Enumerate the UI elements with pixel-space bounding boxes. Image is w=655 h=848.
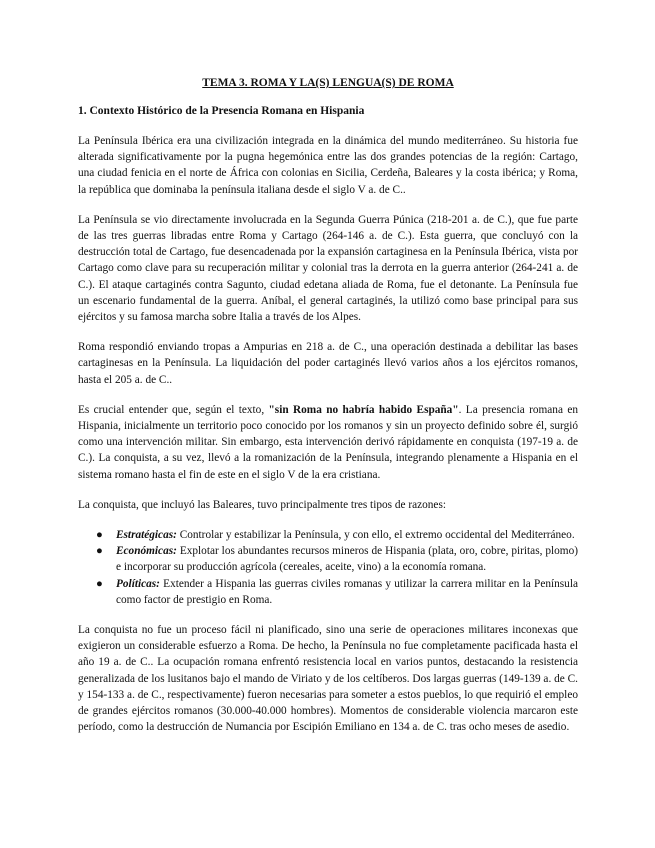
quote-text: "sin Roma no habría habido España" — [268, 403, 459, 416]
reason-text: Controlar y estabilizar la Península, y con ello, el extremo occidental del Mediterráneo. — [176, 529, 575, 542]
paragraph-romanization — [78, 402, 578, 483]
bullet-icon: ● — [96, 545, 103, 558]
reason-label: Económicas: — [116, 545, 177, 558]
reason-text: Explotar los abundantes recursos mineros de Hispania (plata, oro, cobre, piritas, plomo) e incorporar su producción agrícola (cereales, aceite, vino) a la economía romana. — [116, 545, 578, 574]
paragraph-conquest: La conquista no fue un proceso fácil ni planificado, sino una serie de operaciones militares inconexas que exigieron un considerable esfuerzo a Roma. De hecho, la Península no fue completamente pacificada hasta el año 19 a. de C.. La ocupación romana enfrentó resistencia local en varios puntos, destacando la resistencia generalizada de los lusitanos bajo el mando de Viriato y de los celtíberos. Dos largas guerras (149-139 a. de C. y 154-133 a. de C., respectivamente) fueron necesarias para someter a estos pueblos, lo que requirió el empleo de grandes ejércitos romanos (30.000-40.000 hombres). Momentos de considerable violencia marcaron este período, como la destrucción de Numancia por Escipión Emiliano en 134 a. de C. tras ocho meses de asedio. — [78, 624, 578, 734]
reason-item-strategic — [96, 527, 578, 543]
reason-label: Políticas: — [116, 577, 160, 590]
reason-label: Estratégicas: — [116, 529, 177, 542]
section-heading: 1. Contexto Histórico de la Presencia Romana en Hispania — [78, 105, 365, 117]
reason-item-economic — [96, 543, 578, 575]
paragraph-romanization-rest: . La presencia romana en Hispania, inicialmente un territorio poco conocido por los romanos y sin un proyecto definido sobre él, surgió como una intervención militar. Sin embargo, esta intervención derivó rápidamente en conquista (197-19 a. de C.). La conquista, a su vez, llevó a la romanización de la Península, integrando plenamente a Hispania en el sistema romano hasta el fin de este en el siglo V de la era cristiana. — [78, 403, 578, 481]
paragraph-reasons-intro: La conquista, que incluyó las Baleares, tuvo principalmente tres tipos de razones: — [78, 498, 446, 511]
paragraph-ampurias: Roma respondió enviando tropas a Ampurias en 218 a. de C., una operación destinada a debilitar las bases cartaginesas en la Península. La liquidación del poder cartaginés llevó varios años a los ejércitos romanos, hasta el 205 a. de C.. — [78, 341, 578, 386]
document-title: TEMA 3. ROMA Y LA(S) LENGUA(S) DE ROMA — [202, 77, 454, 89]
reason-text: Extender a Hispania las guerras civiles romanas y utilizar la carrera militar en la Península como factor de prestigio en Roma. — [116, 577, 578, 606]
paragraph-romanization-intro: Es crucial entender que, según el texto, — [78, 403, 269, 416]
bullet-icon: ● — [96, 529, 103, 542]
reasons-list — [78, 527, 578, 608]
paragraph-punic-war: La Península se vio directamente involucrada en la Segunda Guerra Púnica (218-201 a. de C.), que fue parte de las tres guerras libradas entre Roma y Cartago (264-146 a. de C.). Esta guerra, que concluyó con la destrucción total de Cartago, fue desencadenada por la expansión cartaginesa en la Península Ibérica, vista por Cartago como clave para su recuperación militar y colonial tras la derrota en la guerra anterior (264-241 a. de C.). El ataque cartaginés contra Sagunto, ciudad edetana aliada de Roma, fue el detonante. La Península fue un escenario fundamental de la guerra. Aníbal, el general cartaginés, la utilizó como base principal para sus ejércitos y su famosa marcha sobre Italia a través de los Alpes. — [78, 213, 578, 324]
paragraph-context: La Península Ibérica era una civilización integrada en la dinámica del mundo mediterráneo. Su historia fue alterada significativamente por la pugna hegemónica entre las dos grandes potencias de la región: Cartago, una ciudad fenicia en el norte de África con colonias en Sicilia, Cerdeña, Baleares y la costa ibérica; y Roma, la república que dominaba la península italiana desde el siglo V a. de C.. — [78, 135, 578, 196]
bullet-icon: ● — [96, 577, 103, 590]
reason-item-political — [96, 576, 578, 608]
